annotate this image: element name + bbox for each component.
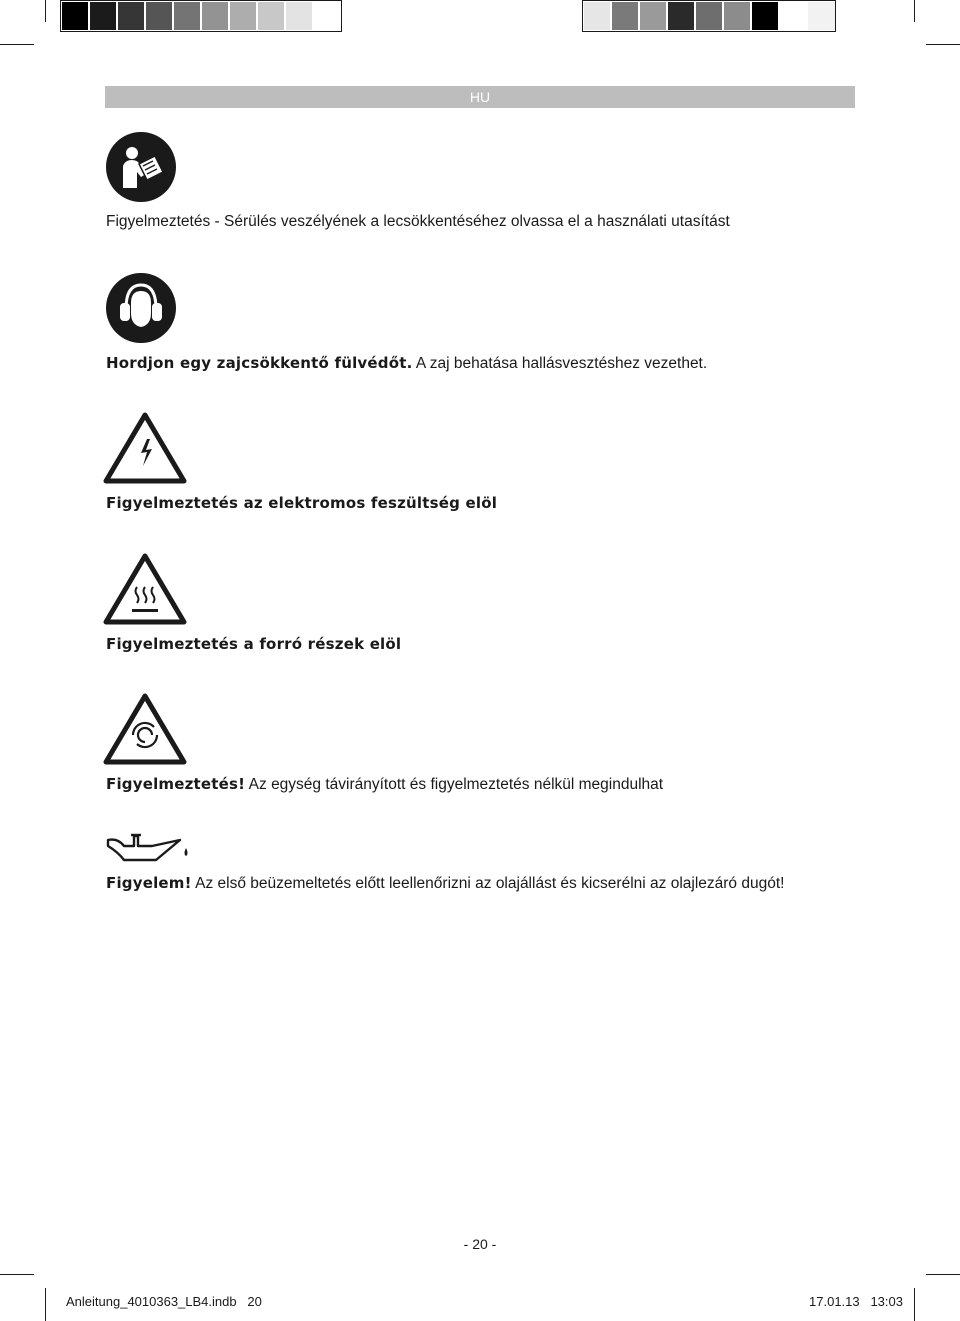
instruction-line: [106, 494, 497, 512]
footer-filename: Anleitung_4010363_LB4.indb 20: [66, 1294, 262, 1309]
swatch: [258, 2, 285, 30]
footer-date: 17.01.13 13:03: [809, 1294, 903, 1309]
instruction-bold: Hordjon egy zajcsökkentő fülvédőt.: [106, 354, 413, 372]
swatch: [640, 2, 667, 30]
language-tab: HU: [105, 86, 855, 108]
hot-surface-icon: [103, 553, 187, 625]
ear-protection-icon: [106, 273, 176, 343]
instruction-bold: Figyelem!: [106, 874, 192, 892]
crop-mark: [45, 0, 46, 22]
swatch: [612, 2, 639, 30]
electric-hazard-icon: [103, 412, 187, 484]
swatch: [230, 2, 257, 30]
swatch: [808, 2, 835, 30]
crop-mark: [926, 44, 960, 45]
instruction-line: [106, 213, 730, 231]
swatch: [314, 2, 341, 30]
instruction-text: A zaj behatása hallásvesztéshez vezethet.: [412, 355, 708, 372]
crop-mark: [926, 1274, 960, 1275]
swatch: [584, 2, 611, 30]
swatch: [202, 2, 229, 30]
instruction-bold: Figyelmeztetés a forró részek elöl: [106, 635, 402, 653]
instruction-bold: Figyelmeztetés az elektromos feszültség elöl: [106, 494, 498, 512]
crop-mark: [0, 44, 34, 45]
crop-mark: [45, 1288, 46, 1321]
right-color-swatches: [582, 0, 836, 32]
automatic-start-icon: [103, 693, 187, 765]
swatch: [286, 2, 313, 30]
page-number: - 20 -: [463, 1236, 497, 1252]
swatch: [146, 2, 173, 30]
swatch: [90, 2, 117, 30]
swatch: [752, 2, 779, 30]
swatch: [696, 2, 723, 30]
instruction-text: Az egység távirányított és figyelmeztetés nélkül megindulhat: [245, 776, 664, 793]
read-manual-icon: [106, 132, 176, 202]
instruction-line: [106, 775, 663, 794]
instruction-text: Figyelmeztetés - Sérülés veszélyének a lecsökkentéséhez olvassa el a használati utasítást: [106, 213, 730, 230]
swatch: [668, 2, 695, 30]
swatch: [118, 2, 145, 30]
swatch: [780, 2, 807, 30]
left-color-swatches: [60, 0, 342, 32]
instruction-bold: Figyelmeztetés!: [106, 775, 246, 793]
swatch: [62, 2, 89, 30]
crop-mark: [0, 1274, 34, 1275]
instruction-text: Az első beüzemeltetés előtt leellenőrizni az olajállást és kicserélni az olajlezáró dugót!: [191, 875, 785, 892]
oil-can-icon: [104, 830, 194, 862]
crop-mark: [914, 1288, 915, 1321]
instruction-line: [106, 874, 784, 893]
instruction-line: [106, 354, 707, 373]
crop-mark: [914, 0, 915, 22]
instruction-line: [106, 635, 401, 653]
swatch: [724, 2, 751, 30]
swatch: [174, 2, 201, 30]
